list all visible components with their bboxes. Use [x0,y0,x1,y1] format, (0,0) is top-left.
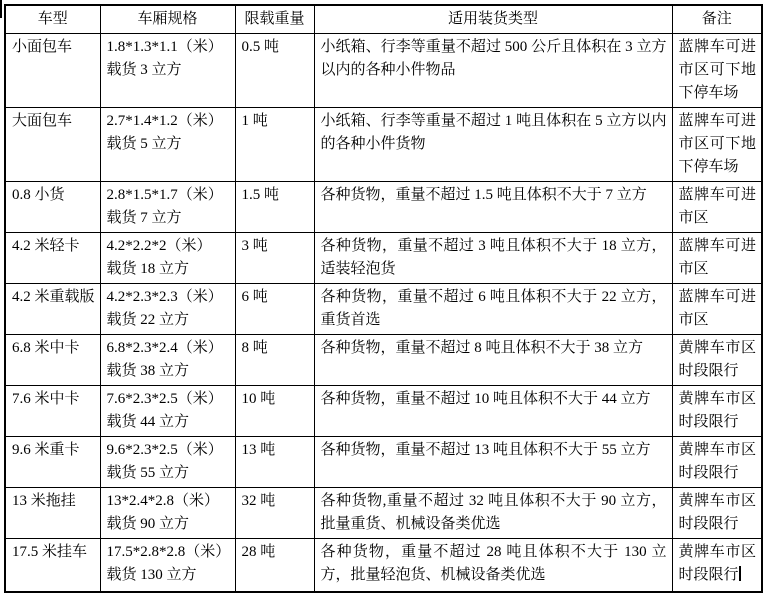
spec-volume: 载货 55 立方 [106,465,190,481]
table-row [5,182,762,233]
cell-box-spec[interactable] [100,108,235,182]
cell-vehicle-type[interactable]: 17.5 米挂车 [5,539,100,592]
cell-box-spec[interactable] [100,233,235,284]
cell-note[interactable] [672,539,762,592]
cell-box-spec[interactable] [100,488,235,539]
cell-load-limit[interactable]: 1 吨 [235,108,314,182]
cell-box-spec[interactable] [100,182,235,233]
spec-dimensions: 4.2*2.3*2.3（米） [106,289,223,305]
table-row [5,108,762,182]
cell-box-spec[interactable] [100,335,235,386]
cell-cargo-type[interactable]: 各种货物,重量不超过 32 吨且体积不大于 90 立方，批量重货、机械设备类优选 [314,488,672,539]
cell-vehicle-type[interactable]: 7.6 米中卡 [5,386,100,437]
spec-dimensions: 13*2.4*2.8（米） [106,493,220,509]
cell-cargo-type[interactable]: 各种货物，重量不超过 1.5 吨且体积不大于 7 立方 [314,182,672,233]
cell-note[interactable]: 蓝牌车可进市区 [672,182,762,233]
spec-dimensions: 17.5*2.8*2.8（米） [106,544,231,560]
table-row [5,284,762,335]
cell-note[interactable]: 黄牌车市区时段限行 [672,488,762,539]
cell-cargo-type[interactable]: 各种货物，重量不超过 3 吨且体积不大于 18 立方，适装轻泡货 [314,233,672,284]
col-header-note[interactable]: 备注 [672,5,762,34]
cell-cargo-type[interactable]: 各种货物，重量不超过 28 吨且体积不大于 130 立方，批量轻泡货、机械设备类优选 [314,539,672,592]
cell-note[interactable]: 黄牌车市区时段限行 [672,335,762,386]
cell-cargo-type[interactable]: 小纸箱、行李等重量不超过 500 公斤且体积在 3 立方以内的各种小件物品 [314,34,672,108]
cell-cargo-type[interactable]: 各种货物，重量不超过 10 吨且体积不大于 44 立方 [314,386,672,437]
cell-vehicle-type[interactable]: 小面包车 [5,34,100,108]
table-row [5,34,762,108]
spec-dimensions: 7.6*2.3*2.5（米） [106,391,223,407]
spec-dimensions: 2.8*1.5*1.7（米） [106,187,223,203]
cell-note[interactable]: 蓝牌车可进市区 [672,284,762,335]
spec-dimensions: 4.2*2.2*2（米） [106,238,212,254]
spec-dimensions: 6.8*2.3*2.4（米） [106,340,223,356]
cell-note[interactable]: 蓝牌车可进市区可下地下停车场 [672,108,762,182]
table-row [5,437,762,488]
cell-load-limit[interactable]: 28 吨 [235,539,314,592]
table-row [5,386,762,437]
cell-vehicle-type[interactable]: 大面包车 [5,108,100,182]
cell-box-spec[interactable] [100,437,235,488]
cell-load-limit[interactable]: 3 吨 [235,233,314,284]
cell-note[interactable]: 蓝牌车可进市区可下地下停车场 [672,34,762,108]
cell-vehicle-type[interactable]: 4.2 米轻卡 [5,233,100,284]
table-row [5,335,762,386]
cell-cargo-type[interactable]: 各种货物，重量不超过 8 吨且体积不大于 38 立方 [314,335,672,386]
spec-volume: 载货 38 立方 [106,363,190,379]
cell-note[interactable]: 黄牌车市区时段限行 [672,437,762,488]
spec-dimensions: 1.8*1.3*1.1（米） [106,39,223,55]
note-text: 黄牌车市区时段限行 [678,544,756,583]
cell-cargo-type[interactable]: 各种货物，重量不超过 6 吨且体积不大于 22 立方，重货首选 [314,284,672,335]
vehicle-cargo-table [4,4,763,593]
spec-volume: 载货 90 立方 [106,516,190,532]
cell-load-limit[interactable]: 6 吨 [235,284,314,335]
cell-box-spec[interactable] [100,34,235,108]
spec-volume: 载货 3 立方 [106,62,182,78]
table-row [5,233,762,284]
cell-load-limit[interactable]: 8 吨 [235,335,314,386]
cell-cargo-type[interactable]: 各种货物，重量不超过 13 吨且体积不大于 55 立方 [314,437,672,488]
text-cursor [739,566,741,581]
spec-dimensions: 9.6*2.3*2.5（米） [106,442,223,458]
cell-note[interactable]: 黄牌车市区时段限行 [672,386,762,437]
cell-vehicle-type[interactable]: 13 米拖挂 [5,488,100,539]
cell-box-spec[interactable] [100,539,235,592]
spec-volume: 载货 7 立方 [106,210,182,226]
cell-load-limit[interactable]: 32 吨 [235,488,314,539]
table-row [5,488,762,539]
col-header-cargo-type[interactable]: 适用装货类型 [314,5,672,34]
col-header-box-spec[interactable]: 车厢规格 [100,5,235,34]
cell-box-spec[interactable] [100,284,235,335]
spec-volume: 载货 22 立方 [106,312,190,328]
spec-volume: 载货 5 立方 [106,136,182,152]
col-header-vehicle-type[interactable]: 车型 [5,5,100,34]
cell-load-limit[interactable]: 13 吨 [235,437,314,488]
cell-load-limit[interactable]: 10 吨 [235,386,314,437]
table-row [5,539,762,592]
spec-volume: 载货 130 立方 [106,567,197,583]
cell-vehicle-type[interactable]: 9.6 米重卡 [5,437,100,488]
spec-volume: 载货 44 立方 [106,414,190,430]
cell-load-limit[interactable]: 1.5 吨 [235,182,314,233]
cell-note[interactable]: 蓝牌车可进市区 [672,233,762,284]
header-row [5,5,762,34]
cell-load-limit[interactable]: 0.5 吨 [235,34,314,108]
cell-box-spec[interactable] [100,386,235,437]
left-edge-artifact [0,0,2,18]
cell-cargo-type[interactable]: 小纸箱、行李等重量不超过 1 吨且体积在 5 立方以内的各种小件货物 [314,108,672,182]
col-header-load-limit[interactable]: 限载重量 [235,5,314,34]
cell-vehicle-type[interactable]: 0.8 小货 [5,182,100,233]
spec-volume: 载货 18 立方 [106,261,190,277]
cell-vehicle-type[interactable]: 4.2 米重载版 [5,284,100,335]
cell-vehicle-type[interactable]: 6.8 米中卡 [5,335,100,386]
spec-dimensions: 2.7*1.4*1.2（米） [106,113,223,129]
